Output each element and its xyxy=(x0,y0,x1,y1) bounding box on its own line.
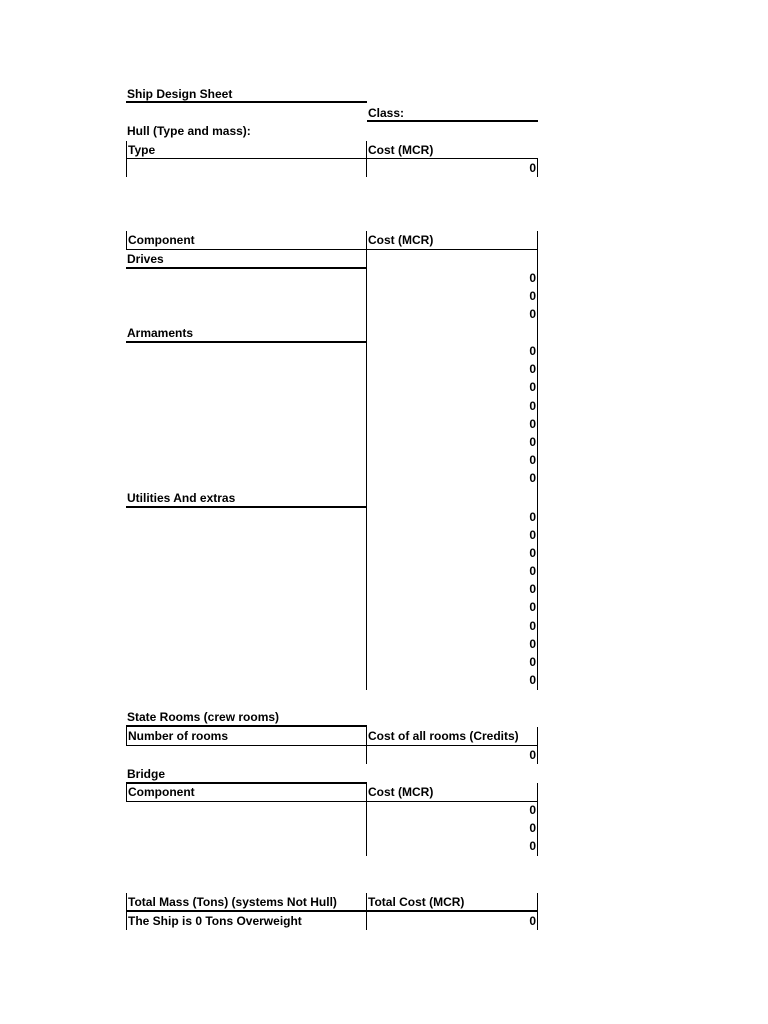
utilities-cost-value[interactable]: 0 xyxy=(529,655,536,669)
rooms-header: Number of rooms xyxy=(128,729,229,743)
hull-label: Hull (Type and mass): xyxy=(127,124,251,138)
state-rooms-underline xyxy=(126,725,367,727)
component-header: Component xyxy=(128,233,195,247)
state-rooms-left-border xyxy=(126,726,127,745)
utilities-cost-value[interactable]: 0 xyxy=(529,673,536,687)
bridge-header-rule xyxy=(126,801,538,802)
utilities-cost-value[interactable]: 0 xyxy=(529,619,536,633)
bridge-cost-value[interactable]: 0 xyxy=(529,839,536,853)
armaments-cost-value[interactable]: 0 xyxy=(529,399,536,413)
class-input-line[interactable] xyxy=(367,120,538,122)
component-header-rule xyxy=(126,249,538,250)
sheet-title: Ship Design Sheet xyxy=(127,87,233,101)
component-right-border xyxy=(537,231,538,690)
hull-header-rule xyxy=(126,158,538,159)
drives-cost-value[interactable]: 0 xyxy=(529,271,536,285)
bridge-cost-value[interactable]: 0 xyxy=(529,803,536,817)
bridge-divider xyxy=(366,783,367,856)
drives-cost-value[interactable]: 0 xyxy=(529,289,536,303)
bridge-left-border xyxy=(126,783,127,802)
total-cost-header: Total Cost (MCR) xyxy=(368,895,465,909)
armaments-cost-value[interactable]: 0 xyxy=(529,417,536,431)
utilities-cost-value[interactable]: 0 xyxy=(529,637,536,651)
utilities-cost-value[interactable]: 0 xyxy=(529,528,536,542)
hull-cost-value[interactable]: 0 xyxy=(529,161,536,175)
armaments-underline xyxy=(126,341,367,343)
component-divider xyxy=(366,231,367,690)
utilities-cost-value[interactable]: 0 xyxy=(529,564,536,578)
total-mass-header: Total Mass (Tons) (systems Not Hull) xyxy=(128,895,337,909)
hull-type-header: Type xyxy=(128,143,156,157)
totals-header-rule xyxy=(126,910,538,912)
hull-left-border xyxy=(126,141,127,177)
utilities-cost-value[interactable]: 0 xyxy=(529,582,536,596)
component-cost-header: Cost (MCR) xyxy=(368,233,434,247)
utilities-cost-value[interactable]: 0 xyxy=(529,546,536,560)
component-left-border xyxy=(126,231,127,250)
armaments-cost-value[interactable]: 0 xyxy=(529,453,536,467)
section-utilities: Utilities And extras xyxy=(127,491,236,505)
armaments-cost-value[interactable]: 0 xyxy=(529,344,536,358)
utilities-cost-value[interactable]: 0 xyxy=(529,510,536,524)
total-cost-value[interactable]: 0 xyxy=(529,914,536,928)
utilities-cost-value[interactable]: 0 xyxy=(529,600,536,614)
rooms-cost-header: Cost of all rooms (Credits) xyxy=(368,729,519,743)
bridge-cost-value[interactable]: 0 xyxy=(529,821,536,835)
bridge-component-header: Component xyxy=(128,785,195,799)
state-rooms-header-rule xyxy=(126,745,538,746)
armaments-cost-value[interactable]: 0 xyxy=(529,362,536,376)
hull-cost-header: Cost (MCR) xyxy=(368,143,434,157)
state-rooms-label: State Rooms (crew rooms) xyxy=(127,710,280,724)
armaments-cost-value[interactable]: 0 xyxy=(529,471,536,485)
overweight-status: The Ship is 0 Tons Overweight xyxy=(128,914,302,928)
hull-divider xyxy=(366,141,367,177)
utilities-underline xyxy=(126,506,367,508)
section-drives: Drives xyxy=(127,252,164,266)
drives-underline xyxy=(126,267,367,269)
bridge-label: Bridge xyxy=(127,767,166,781)
rooms-cost-value[interactable]: 0 xyxy=(529,748,536,762)
armaments-cost-value[interactable]: 0 xyxy=(529,435,536,449)
class-label: Class: xyxy=(368,106,405,120)
hull-right-border xyxy=(537,159,538,177)
drives-cost-value[interactable]: 0 xyxy=(529,307,536,321)
title-underline xyxy=(126,101,367,103)
section-armaments: Armaments xyxy=(127,326,194,340)
armaments-cost-value[interactable]: 0 xyxy=(529,380,536,394)
bridge-cost-header: Cost (MCR) xyxy=(368,785,434,799)
bridge-right-border xyxy=(537,783,538,856)
